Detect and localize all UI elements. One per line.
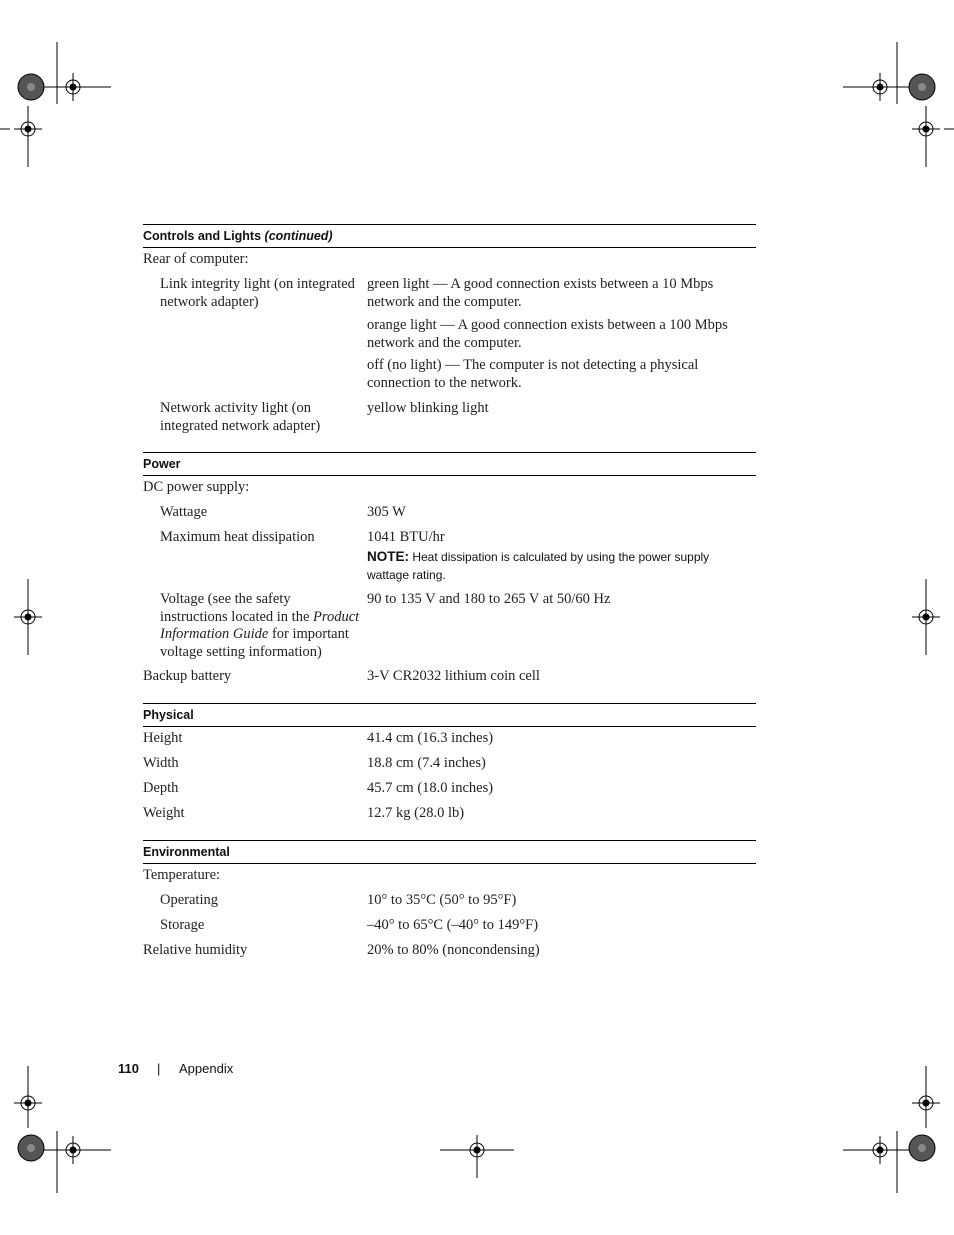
operating-value: 10° to 35°C (50° to 95°F): [367, 892, 517, 908]
network-activity-label: Network activity light (on integrated network adapter): [160, 400, 321, 434]
section-title: Environmental: [143, 845, 230, 859]
width-value: 18.8 cm (7.4 inches): [367, 755, 486, 771]
section-header-environmental: [143, 840, 756, 864]
operating-label: Operating: [160, 892, 218, 908]
weight-label: Weight: [143, 805, 185, 821]
height-label: Height: [143, 730, 183, 746]
section-title: Power: [143, 457, 181, 471]
heat-dissipation-label: Maximum heat dissipation: [160, 529, 315, 545]
height-value: 41.4 cm (16.3 inches): [367, 730, 494, 746]
link-value-orange: orange light — A good connection exists between a 100 Mbps network and the computer.: [367, 317, 728, 351]
voltage-label-guide: Product Information Guide: [160, 608, 360, 642]
voltage-label-pre: Voltage (see the safety instructions located in the: [160, 591, 310, 625]
section-title: Controls and Lights: [143, 229, 262, 243]
storage-label: Storage: [160, 917, 205, 933]
depth-label: Depth: [143, 780, 179, 796]
section-title-suffix: (continued): [264, 229, 333, 243]
network-activity-value: yellow blinking light: [367, 400, 489, 416]
rear-of-computer-label: Rear of computer:: [143, 251, 249, 267]
wattage-value: 305 W: [367, 504, 406, 520]
humidity-label: Relative humidity: [143, 942, 248, 958]
voltage-label: [160, 591, 360, 661]
depth-value: 45.7 cm (18.0 inches): [367, 780, 494, 796]
voltage-value: 90 to 135 V and 180 to 265 V at 50/60 Hz: [367, 591, 611, 607]
wattage-label: Wattage: [160, 504, 208, 520]
footer-separator: |: [157, 1061, 161, 1076]
link-value-off: off (no light) — The computer is not detecting a physical connection to the network.: [367, 357, 699, 391]
heat-dissipation-value: 1041 BTU/hr: [367, 529, 445, 545]
section-title: Physical: [143, 708, 194, 722]
section-header-power: [143, 452, 756, 476]
dc-power-label: DC power supply:: [143, 479, 250, 495]
note-label: NOTE:: [367, 549, 409, 564]
link-value-green: green light — A good connection exists between a 10 Mbps network and the computer.: [367, 276, 714, 310]
backup-battery-label: Backup battery: [143, 668, 232, 684]
link-integrity-label: Link integrity light (on integrated network adapter): [160, 276, 355, 310]
voltage-label-post: for important voltage setting information): [160, 626, 349, 660]
section-header-physical: [143, 703, 756, 727]
note-text: Heat dissipation is calculated by using the power supply wattage rating.: [367, 550, 710, 582]
temperature-label: Temperature:: [143, 867, 221, 883]
power-note: [367, 548, 747, 584]
backup-battery-value: 3-V CR2032 lithium coin cell: [367, 668, 540, 684]
storage-value: –40° to 65°C (–40° to 149°F): [367, 917, 539, 933]
page-number: 110: [118, 1061, 139, 1076]
weight-value: 12.7 kg (28.0 lb): [367, 805, 465, 821]
footer-section: Appendix: [179, 1061, 234, 1076]
section-header-controls: [143, 224, 756, 248]
humidity-value: 20% to 80% (noncondensing): [367, 942, 540, 958]
width-label: Width: [143, 755, 179, 771]
